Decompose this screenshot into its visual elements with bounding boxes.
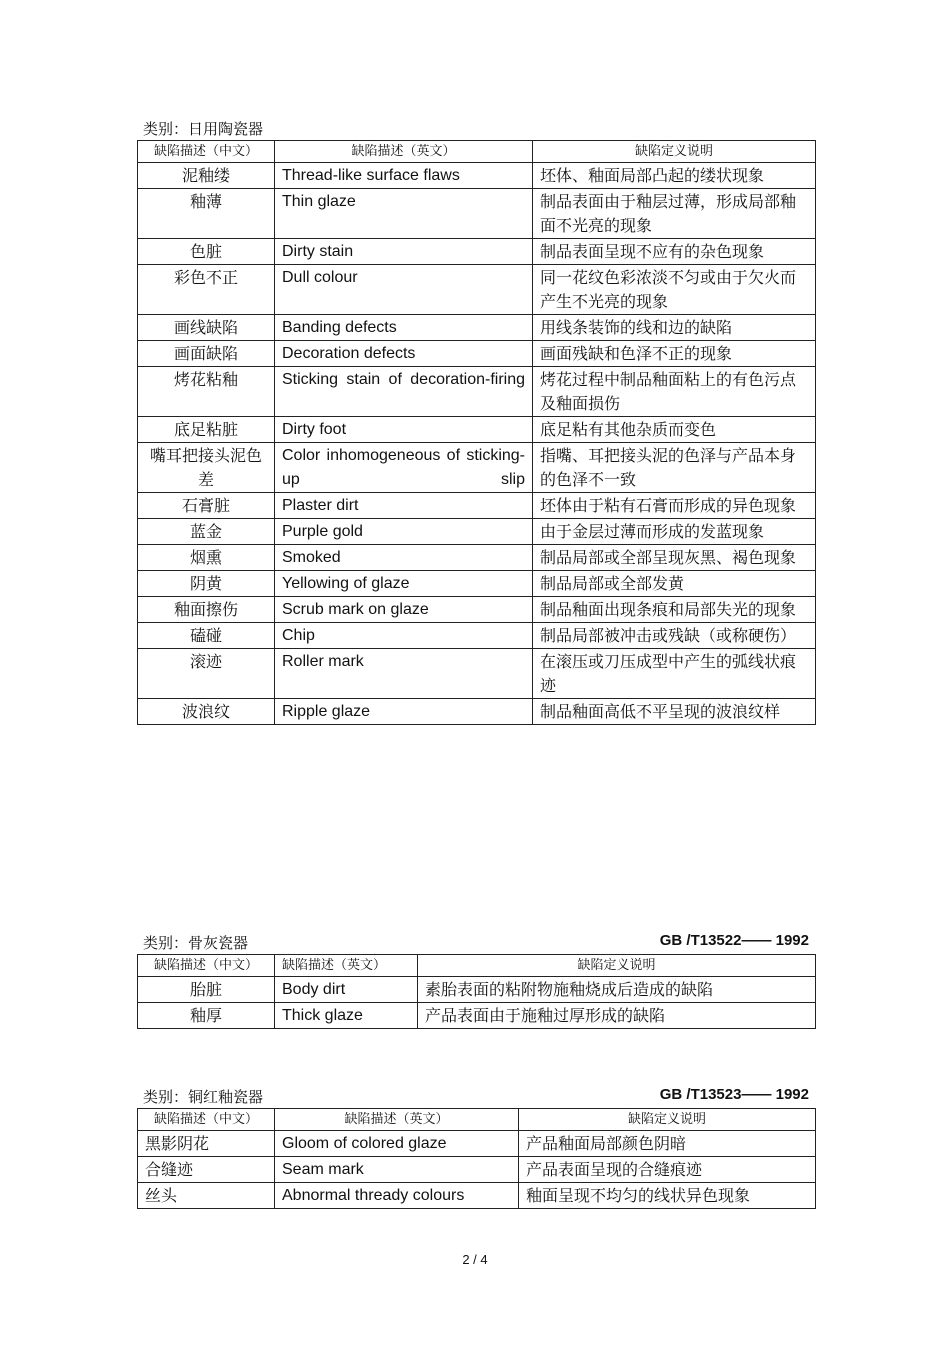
defect-english: Gloom of colored glaze — [275, 1131, 519, 1157]
defect-english: Body dirt — [275, 977, 418, 1003]
section-daily-ceramics — [137, 118, 815, 725]
defect-chinese: 合缝迹 — [138, 1157, 275, 1183]
defect-definition: 产品表面呈现的合缝痕迹 — [519, 1157, 816, 1183]
defect-english: Thin glaze — [275, 189, 533, 239]
defect-english: Ripple glaze — [275, 699, 533, 725]
defect-chinese: 阴黄 — [138, 571, 275, 597]
defect-chinese: 滚迹 — [138, 649, 275, 699]
table-header-row — [138, 1109, 816, 1131]
standard-code: GB /T13523—— 1992 — [659, 1086, 809, 1103]
defect-english: Dirty stain — [275, 239, 533, 265]
defect-english: Scrub mark on glaze — [275, 597, 533, 623]
table-row — [138, 493, 816, 519]
defect-chinese: 波浪纹 — [138, 699, 275, 725]
defect-definition: 制品局部被冲击或残缺（或称硬伤） — [533, 623, 816, 649]
table-row — [138, 315, 816, 341]
table-row — [138, 699, 816, 725]
defect-definition: 烤花过程中制品釉面粘上的有色污点及釉面损伤 — [533, 367, 816, 417]
defect-chinese: 磕碰 — [138, 623, 275, 649]
defect-chinese: 蓝金 — [138, 519, 275, 545]
table-header-row — [138, 955, 816, 977]
defect-table — [137, 140, 816, 725]
defect-definition: 坯体、釉面局部凸起的缕状现象 — [533, 163, 816, 189]
defect-definition: 制品釉面高低不平呈现的波浪纹样 — [533, 699, 816, 725]
table-row — [138, 571, 816, 597]
table-row — [138, 265, 816, 315]
table-header-row — [138, 141, 816, 163]
table-row — [138, 443, 816, 493]
header-english: 缺陷描述（英文） — [275, 141, 533, 163]
defect-chinese: 釉面擦伤 — [138, 597, 275, 623]
table-row — [138, 1131, 816, 1157]
defect-definition: 素胎表面的粘附物施釉烧成后造成的缺陷 — [418, 977, 816, 1003]
defect-definition: 产品表面由于施釉过厚形成的缺陷 — [418, 1003, 816, 1029]
defect-chinese: 嘴耳把接头泥色差 — [138, 443, 275, 493]
defect-definition: 指嘴、耳把接头泥的色泽与产品本身的色泽不一致 — [533, 443, 816, 493]
section-bone-china — [137, 932, 815, 1029]
defect-english: Dull colour — [275, 265, 533, 315]
defect-english: Plaster dirt — [275, 493, 533, 519]
section-caption — [137, 932, 815, 954]
table-row — [138, 341, 816, 367]
table-row — [138, 649, 816, 699]
defect-chinese: 彩色不正 — [138, 265, 275, 315]
defect-definition: 由于金层过薄而形成的发蓝现象 — [533, 519, 816, 545]
defect-chinese: 画面缺陷 — [138, 341, 275, 367]
defect-english: Yellowing of glaze — [275, 571, 533, 597]
defect-definition: 制品表面呈现不应有的杂色现象 — [533, 239, 816, 265]
defect-chinese: 釉厚 — [138, 1003, 275, 1029]
defect-english: Roller mark — [275, 649, 533, 699]
table-row — [138, 189, 816, 239]
defect-definition: 用线条装饰的线和边的缺陷 — [533, 315, 816, 341]
table-row — [138, 1003, 816, 1029]
category-label: 类别：骨灰瓷器 — [143, 934, 249, 952]
defect-definition: 画面残缺和色泽不正的现象 — [533, 341, 816, 367]
header-definition: 缺陷定义说明 — [533, 141, 816, 163]
table-row — [138, 545, 816, 571]
table-row — [138, 239, 816, 265]
defect-english: Purple gold — [275, 519, 533, 545]
header-chinese: 缺陷描述（中文） — [138, 955, 275, 977]
defect-definition: 制品釉面出现条痕和局部失光的现象 — [533, 597, 816, 623]
defect-english: Thread-like surface flaws — [275, 163, 533, 189]
defect-english: Banding defects — [275, 315, 533, 341]
defect-definition: 同一花纹色彩浓淡不匀或由于欠火而产生不光亮的现象 — [533, 265, 816, 315]
defect-table — [137, 1108, 816, 1209]
table-row — [138, 623, 816, 649]
standard-code: GB /T13522—— 1992 — [659, 932, 809, 949]
defect-definition: 制品局部或全部呈现灰黑、褐色现象 — [533, 545, 816, 571]
defect-chinese: 烟熏 — [138, 545, 275, 571]
section-caption — [137, 1086, 815, 1108]
defect-definition: 制品表面由于釉层过薄，形成局部釉面不光亮的现象 — [533, 189, 816, 239]
table-row — [138, 977, 816, 1003]
defect-english: Decoration defects — [275, 341, 533, 367]
defect-english: Color inhomogeneous of sticking-up slip — [275, 443, 533, 493]
defect-chinese: 色脏 — [138, 239, 275, 265]
defect-table — [137, 954, 816, 1029]
defect-chinese: 石膏脏 — [138, 493, 275, 519]
defect-english: Abnormal thready colours — [275, 1183, 519, 1209]
header-chinese: 缺陷描述（中文） — [138, 141, 275, 163]
defect-definition: 坯体由于粘有石膏而形成的异色现象 — [533, 493, 816, 519]
defect-chinese: 釉薄 — [138, 189, 275, 239]
table-row — [138, 1157, 816, 1183]
table-row — [138, 163, 816, 189]
defect-chinese: 泥釉缕 — [138, 163, 275, 189]
defect-english: Chip — [275, 623, 533, 649]
header-chinese: 缺陷描述（中文） — [138, 1109, 275, 1131]
page-number: 2 / 4 — [462, 1252, 488, 1267]
table-row — [138, 597, 816, 623]
defect-definition: 在滚压或刀压成型中产生的弧线状痕迹 — [533, 649, 816, 699]
defect-definition: 釉面呈现不均匀的线状异色现象 — [519, 1183, 816, 1209]
category-label: 类别：日用陶瓷器 — [143, 120, 264, 138]
section-copper-red-glaze — [137, 1086, 815, 1209]
header-english: 缺陷描述（英文） — [275, 1109, 519, 1131]
defect-english: Sticking stain of decoration-firing — [275, 367, 533, 417]
section-caption — [137, 118, 815, 140]
category-label: 类别：铜红釉瓷器 — [143, 1088, 264, 1106]
table-row — [138, 417, 816, 443]
defect-english: Smoked — [275, 545, 533, 571]
header-english: 缺陷描述（英文） — [275, 955, 418, 977]
header-definition: 缺陷定义说明 — [418, 955, 816, 977]
defect-chinese: 丝头 — [138, 1183, 275, 1209]
table-row — [138, 367, 816, 417]
defect-chinese: 烤花粘釉 — [138, 367, 275, 417]
defect-english: Seam mark — [275, 1157, 519, 1183]
defect-chinese: 黑影阴花 — [138, 1131, 275, 1157]
defect-chinese: 底足粘脏 — [138, 417, 275, 443]
defect-definition: 制品局部或全部发黄 — [533, 571, 816, 597]
defect-chinese: 画线缺陷 — [138, 315, 275, 341]
defect-definition: 产品釉面局部颜色阴暗 — [519, 1131, 816, 1157]
header-definition: 缺陷定义说明 — [519, 1109, 816, 1131]
table-row — [138, 519, 816, 545]
table-row — [138, 1183, 816, 1209]
defect-definition: 底足粘有其他杂质而变色 — [533, 417, 816, 443]
defect-english: Dirty foot — [275, 417, 533, 443]
defect-chinese: 胎脏 — [138, 977, 275, 1003]
defect-english: Thick glaze — [275, 1003, 418, 1029]
